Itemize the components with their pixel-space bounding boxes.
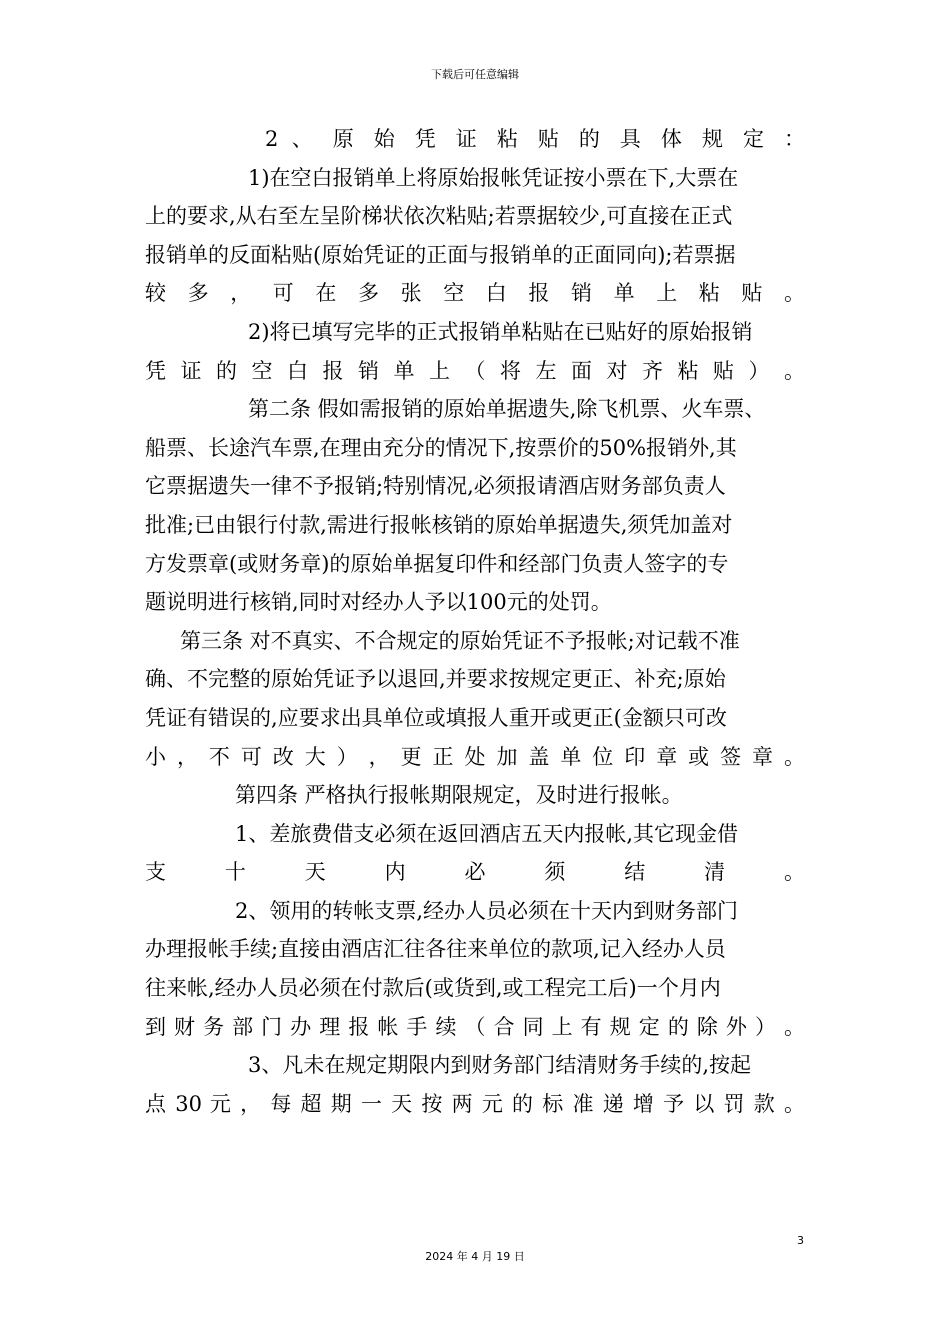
text-line: 上的要求,从右至左呈阶梯状依次粘贴;若票据较少,可直接在正式 bbox=[145, 204, 733, 229]
text-line: 点 30 元 ， 每 超 期 一 天 按 两 元 的 标 准 递 增 予 以 罚 款 。 bbox=[145, 1091, 805, 1116]
document-body bbox=[145, 120, 805, 1123]
text-line: 办理报帐手续;直接由酒店汇往各往来单位的款项,记入经办人员 bbox=[145, 937, 726, 962]
text-line: 凭 证 的 空 白 报 销 单 上 （ 将 左 面 对 齐 粘 贴 ） 。 bbox=[145, 358, 805, 383]
text-line: 第二条 假如需报销的原始单据遗失,除飞机票、火车票、 bbox=[248, 397, 766, 422]
text-line: 支 十 天 内 必 须 结 清 。 bbox=[145, 860, 805, 885]
text-line: 较 多 ， 可 在 多 张 空 白 报 销 单 上 粘 贴 。 bbox=[145, 281, 805, 306]
text-line: 确、不完整的原始凭证予以退回,并要求按规定更正、补充;原始 bbox=[145, 667, 726, 692]
text-line: 2 、 原 始 凭 证 粘 贴 的 具 体 规 定 ： bbox=[265, 127, 805, 151]
text-line: 1)在空白报销单上将原始报帐凭证按小票在下,大票在 bbox=[248, 165, 739, 190]
text-line: 凭证有错误的,应要求出具单位或填报人重开或更正(金额只可改 bbox=[145, 705, 727, 730]
text-line: 船票、长途汽车票,在理由充分的情况下,按票价的50%报销外,其 bbox=[145, 435, 737, 460]
text-line: 第三条 对不真实、不合规定的原始凭证不予报帐;对记载不准 bbox=[180, 628, 740, 653]
text-line: 小 ， 不 可 改 大 ） ， 更 正 处 加 盖 单 位 印 章 或 签 章 。 bbox=[145, 744, 805, 769]
text-line: 方发票章(或财务章)的原始单据复印件和经部门负责人签字的专 bbox=[145, 551, 729, 576]
text-line: 到 财 务 部 门 办 理 报 帐 手 续 （ 合 同 上 有 规 定 的 除 外 ） 。 bbox=[145, 1014, 805, 1039]
text-line: 3、凡未在规定期限内到财务部门结清财务手续的,按起 bbox=[248, 1053, 752, 1078]
text-line: 1、差旅费借支必须在返回酒店五天内报帐,其它现金借 bbox=[235, 821, 739, 846]
text-line: 第四条 严格执行报帐期限规定，及时进行报帐。 bbox=[235, 783, 683, 808]
text-line: 2)将已填写完毕的正式报销单粘贴在已贴好的原始报销 bbox=[248, 319, 753, 344]
page-header: 下载后可任意编辑 bbox=[431, 68, 519, 81]
text-line: 它票据遗失一律不予报销;特别情况,必须报请酒店财务部负责人 bbox=[145, 474, 726, 499]
text-line: 报销单的反面粘贴(原始凭证的正面与报销单的正面同向);若票据 bbox=[145, 242, 736, 267]
text-line: 往来帐,经办人员必须在付款后(或货到,或工程完工后)一个月内 bbox=[145, 976, 721, 1001]
text-line: 批准;已由银行付款,需进行报帐核销的原始单据遗失,须凭加盖对 bbox=[145, 512, 733, 537]
text-line: 题说明进行核销,同时对经办人予以100元的处罚。 bbox=[145, 590, 612, 615]
text-line: 2、领用的转帐支票,经办人员必须在十天内到财务部门 bbox=[235, 898, 739, 923]
page-number: 3 bbox=[797, 1234, 804, 1247]
page-footer-date: 2024 年 4 月 19 日 bbox=[425, 1250, 525, 1263]
